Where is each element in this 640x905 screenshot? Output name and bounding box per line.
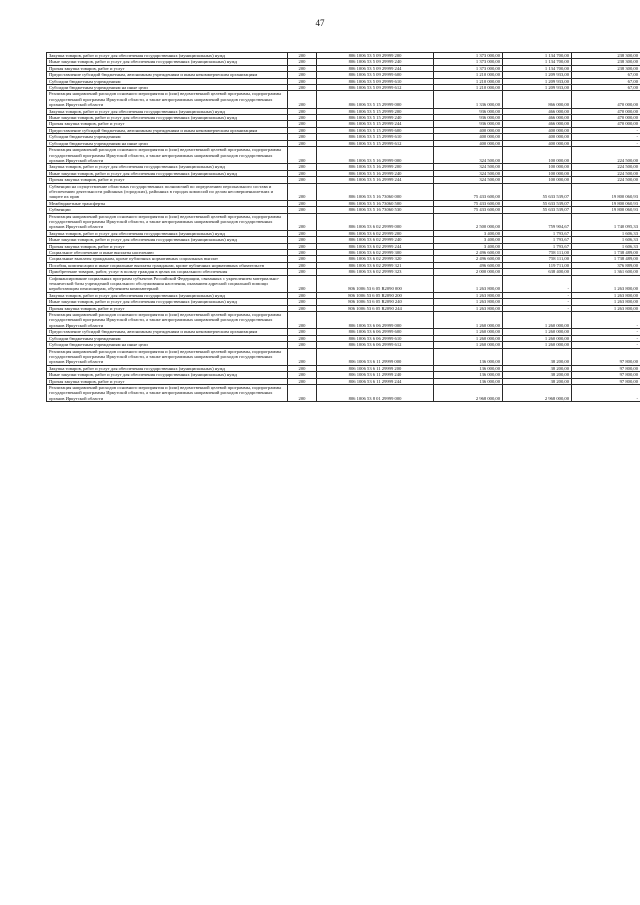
row-unexecuted-amount-cell: - [572, 335, 640, 341]
row-unexecuted-amount-cell: 1 740 095,33 [572, 213, 640, 230]
row-executed-amount-cell: 400 000,00 [503, 127, 572, 133]
row-executed-amount-cell: 1 260 000,00 [503, 342, 572, 348]
row-name-cell: Прочая закупка товаров, работ и услуг [47, 243, 288, 249]
row-line-code-cell: 200 [288, 65, 317, 71]
row-budget-classification-cell: 806 1006 53 6 05 R2090 240 [317, 299, 434, 305]
row-budget-classification-cell: 806 1006 53 6 11 29999 200 [317, 365, 434, 371]
budget-execution-table [46, 52, 640, 402]
row-executed-amount-cell: 38 200,00 [503, 348, 572, 365]
row-name-cell: Социальное обеспечение и иные выплаты населению [47, 250, 288, 256]
row-approved-amount-cell: 2 000 000,00 [434, 269, 503, 275]
row-line-code-cell: 200 [288, 115, 317, 121]
row-executed-amount-cell: 759 904,67 [503, 213, 572, 230]
row-unexecuted-amount-cell: 1 606,33 [572, 237, 640, 243]
row-budget-classification-cell: 806 1006 53 6 11 29999 244 [317, 378, 434, 384]
row-approved-amount-cell: 1 260 000,00 [434, 312, 503, 329]
row-unexecuted-amount-cell: 1 606,33 [572, 230, 640, 236]
row-name-cell: Субсидии бюджетным учреждениям [47, 335, 288, 341]
row-budget-classification-cell: 806 1006 53 6 02 29999 240 [317, 237, 434, 243]
row-unexecuted-amount-cell: 224 500,00 [572, 147, 640, 164]
row-name-cell: Предоставление субсидий бюджетным, автономным учреждениям и иным некоммерческим организациям [47, 329, 288, 335]
row-line-code-cell: 200 [288, 213, 317, 230]
row-approved-amount-cell: 1 260 000,00 [434, 335, 503, 341]
row-name-cell: Пособия, компенсации и иные социальные выплаты гражданам, кроме публичных нормативных обязательств [47, 262, 288, 268]
row-budget-classification-cell: 806 1006 53 5 15 29999 000 [317, 91, 434, 108]
row-budget-classification-cell: 806 1006 53 5 09 29999 244 [317, 65, 434, 71]
row-executed-amount-cell: 1 209 933,00 [503, 85, 572, 91]
row-executed-amount-cell: 758 111,00 [503, 256, 572, 262]
row-budget-classification-cell: 806 1006 53 6 06 29999 612 [317, 342, 434, 348]
row-approved-amount-cell: 1 263 800,00 [434, 275, 503, 292]
row-line-code-cell: 200 [288, 183, 317, 200]
row-unexecuted-amount-cell: - [572, 140, 640, 146]
row-name-cell: Закупка товаров, работ и услуг для обеспечения государственных (муниципальных) нужд [47, 164, 288, 170]
row-executed-amount-cell: 119 711,00 [503, 262, 572, 268]
row-approved-amount-cell: 1 373 000,00 [434, 65, 503, 71]
row-name-cell: Субсидии бюджетным учреждениям на иные цели [47, 342, 288, 348]
row-executed-amount-cell: 38 200,00 [503, 372, 572, 378]
row-budget-classification-cell: 806 1006 53 5 09 29999 200 [317, 53, 434, 59]
row-line-code-cell: 200 [288, 275, 317, 292]
row-budget-classification-cell: 806 1006 53 6 05 R2090 244 [317, 305, 434, 311]
row-unexecuted-amount-cell: 1 263 800,00 [572, 305, 640, 311]
row-executed-amount-cell: 38 200,00 [503, 365, 572, 371]
row-line-code-cell: 200 [288, 312, 317, 329]
row-executed-amount-cell: 100 000,00 [503, 177, 572, 183]
row-budget-classification-cell: 806 1006 53 5 16 29999 000 [317, 147, 434, 164]
row-line-code-cell: 200 [288, 384, 317, 401]
row-name-cell: Иные закупки товаров, работ и услуг для обеспечения государственных (муниципальных) нужд [47, 59, 288, 65]
table-row [47, 312, 640, 329]
row-name-cell: Закупка товаров, работ и услуг для обеспечения государственных (муниципальных) нужд [47, 108, 288, 114]
row-name-cell: Прочая закупка товаров, работ и услуг [47, 378, 288, 384]
row-unexecuted-amount-cell: 19 800 060,93 [572, 207, 640, 213]
row-line-code-cell: 200 [288, 292, 317, 298]
row-executed-amount-cell: 400 000,00 [503, 140, 572, 146]
row-budget-classification-cell: 806 1006 53 5 15 29999 610 [317, 134, 434, 140]
table-row [47, 275, 640, 292]
row-approved-amount-cell: 1 260 000,00 [434, 342, 503, 348]
row-name-cell: Прочая закупка товаров, работ и услуг [47, 305, 288, 311]
row-executed-amount-cell: 466 000,00 [503, 108, 572, 114]
row-unexecuted-amount-cell: 470 000,00 [572, 91, 640, 108]
row-unexecuted-amount-cell: 224 500,00 [572, 177, 640, 183]
row-approved-amount-cell: 75 433 600,00 [434, 207, 503, 213]
row-budget-classification-cell: 806 1006 53 6 02 29999 244 [317, 243, 434, 249]
row-name-cell: Закупка товаров, работ и услуг для обеспечения государственных (муниципальных) нужд [47, 53, 288, 59]
row-line-code-cell: 200 [288, 329, 317, 335]
row-budget-classification-cell: 806 1006 53 5 09 29999 610 [317, 78, 434, 84]
row-unexecuted-amount-cell: 238 300,00 [572, 65, 640, 71]
row-name-cell: Прочая закупка товаров, работ и услуг [47, 177, 288, 183]
row-budget-classification-cell: 806 1006 53 5 16 73060 000 [317, 183, 434, 200]
row-approved-amount-cell: 324 500,00 [434, 164, 503, 170]
row-budget-classification-cell: 806 1006 53 6 05 R2090 200 [317, 292, 434, 298]
row-name-cell: Иные закупки товаров, работ и услуг для обеспечения государственных (муниципальных) нужд [47, 372, 288, 378]
row-line-code-cell: 200 [288, 262, 317, 268]
row-name-cell: Межбюджетные трансферты [47, 200, 288, 206]
row-approved-amount-cell: 2 968 000,00 [434, 384, 503, 401]
row-name-cell: Субсидии бюджетным учреждениям [47, 78, 288, 84]
row-line-code-cell: 200 [288, 177, 317, 183]
row-budget-classification-cell: 806 1006 53 5 15 29999 600 [317, 127, 434, 133]
row-executed-amount-cell: 466 000,00 [503, 121, 572, 127]
row-approved-amount-cell: 400 000,00 [434, 134, 503, 140]
row-approved-amount-cell: 1 210 000,00 [434, 78, 503, 84]
row-executed-amount-cell: 1 134 700,00 [503, 59, 572, 65]
row-approved-amount-cell: 936 000,00 [434, 121, 503, 127]
row-approved-amount-cell: 324 500,00 [434, 147, 503, 164]
row-executed-amount-cell: 55 633 539,07 [503, 207, 572, 213]
row-executed-amount-cell: 2 968 000,00 [503, 384, 572, 401]
row-executed-amount-cell: - [503, 292, 572, 298]
row-executed-amount-cell: 100 000,00 [503, 147, 572, 164]
row-name-cell: Субвенции [47, 207, 288, 213]
row-budget-classification-cell: 806 1006 53 5 16 73060 500 [317, 200, 434, 206]
row-unexecuted-amount-cell: - [572, 134, 640, 140]
row-budget-classification-cell: 806 1006 53 6 02 29999 323 [317, 269, 434, 275]
row-executed-amount-cell: 1 134 700,00 [503, 53, 572, 59]
row-approved-amount-cell: 136 000,00 [434, 365, 503, 371]
row-approved-amount-cell: 936 000,00 [434, 108, 503, 114]
row-budget-classification-cell: 806 1006 53 6 06 29999 600 [317, 329, 434, 335]
row-name-cell: Реализация направлений расходов основного мероприятия и (или) ведомственной целевой программы, подпрограммы государственной программы Иркутской области, а также непрограммных направлений расходов государственных органов Иркутской области [47, 213, 288, 230]
row-name-cell: Реализация направлений расходов основного мероприятия и (или) ведомственной целевой программы, подпрограммы государственной программы Иркутской области, а также непрограммных направлений расходов государственных органов Иркутской области [47, 91, 288, 108]
row-executed-amount-cell: 866 000,00 [503, 91, 572, 108]
row-budget-classification-cell: 806 1006 53 6 06 29999 610 [317, 335, 434, 341]
row-unexecuted-amount-cell: - [572, 342, 640, 348]
row-line-code-cell: 200 [288, 237, 317, 243]
row-approved-amount-cell: 936 000,00 [434, 115, 503, 121]
row-unexecuted-amount-cell: - [572, 127, 640, 133]
row-name-cell: Субвенции на осуществление областных государственных полномочий по определению персонального состава и обеспечению деятельности районных (городских), районных в городах комиссий по делам несовершеннолетних и защите их прав [47, 183, 288, 200]
row-name-cell: Реализация направлений расходов основного мероприятия и (или) ведомственной целевой программы, подпрограммы государственной программы Иркутской области, а также непрограммных направлений расходов государственных органов Иркутской области [47, 312, 288, 329]
row-line-code-cell: 200 [288, 53, 317, 59]
row-line-code-cell: 200 [288, 200, 317, 206]
row-line-code-cell: 200 [288, 121, 317, 127]
row-approved-amount-cell: 400 000,00 [434, 127, 503, 133]
row-line-code-cell: 200 [288, 335, 317, 341]
row-unexecuted-amount-cell: 470 000,00 [572, 121, 640, 127]
row-line-code-cell: 200 [288, 250, 317, 256]
row-unexecuted-amount-cell: 470 000,00 [572, 108, 640, 114]
row-unexecuted-amount-cell: 19 800 060,93 [572, 183, 640, 200]
row-approved-amount-cell: 2 496 600,00 [434, 256, 503, 262]
row-approved-amount-cell: 1 263 800,00 [434, 305, 503, 311]
row-name-cell: Иные закупки товаров, работ и услуг для обеспечения государственных (муниципальных) нужд [47, 170, 288, 176]
row-unexecuted-amount-cell: 238 300,00 [572, 53, 640, 59]
row-executed-amount-cell: 55 633 539,07 [503, 183, 572, 200]
row-budget-classification-cell: 806 1006 53 5 15 29999 244 [317, 121, 434, 127]
row-name-cell: Субсидии бюджетным учреждениям на иные цели [47, 140, 288, 146]
row-unexecuted-amount-cell: 1 263 800,00 [572, 292, 640, 298]
table-row [47, 183, 640, 200]
table-row [47, 91, 640, 108]
row-executed-amount-cell: 1 260 000,00 [503, 329, 572, 335]
row-budget-classification-cell: 806 1006 53 6 02 29999 200 [317, 230, 434, 236]
row-name-cell: Реализация направлений расходов основного мероприятия и (или) ведомственной целевой программы, подпрограммы государственной программы Иркутской области, а также непрограммных направлений расходов государственных органов Иркутской области [47, 147, 288, 164]
row-executed-amount-cell: 55 633 539,07 [503, 200, 572, 206]
row-executed-amount-cell: 466 000,00 [503, 115, 572, 121]
row-budget-classification-cell: 806 1006 53 6 11 29999 240 [317, 372, 434, 378]
row-executed-amount-cell: 1 260 000,00 [503, 312, 572, 329]
row-approved-amount-cell: 400 000,00 [434, 140, 503, 146]
row-approved-amount-cell: 1 210 000,00 [434, 72, 503, 78]
row-unexecuted-amount-cell: 1 738 489,00 [572, 256, 640, 262]
row-budget-classification-cell: 806 1006 53 6 02 29999 321 [317, 262, 434, 268]
row-budget-classification-cell: 806 1006 53 6 05 R2090 000 [317, 275, 434, 292]
row-line-code-cell: 200 [288, 269, 317, 275]
row-unexecuted-amount-cell: 376 889,00 [572, 262, 640, 268]
row-unexecuted-amount-cell: 1 263 800,00 [572, 275, 640, 292]
row-name-cell: Приобретение товаров, работ, услуг в пользу граждан в целях их социального обеспечения [47, 269, 288, 275]
row-executed-amount-cell: 100 000,00 [503, 170, 572, 176]
row-unexecuted-amount-cell: 19 800 060,93 [572, 200, 640, 206]
row-name-cell: Закупка товаров, работ и услуг для обеспечения государственных (муниципальных) нужд [47, 292, 288, 298]
row-executed-amount-cell: 38 200,00 [503, 378, 572, 384]
row-budget-classification-cell: 806 1006 53 8 01 29999 000 [317, 384, 434, 401]
row-approved-amount-cell: 75 433 600,00 [434, 183, 503, 200]
row-name-cell: Реализация направлений расходов основного мероприятия и (или) ведомственной целевой программы, подпрограммы государственной программы Иркутской области, а также непрограммных направлений расходов государственных органов Иркутской области [47, 384, 288, 401]
row-unexecuted-amount-cell: 97 800,00 [572, 378, 640, 384]
row-line-code-cell: 200 [288, 108, 317, 114]
row-name-cell: Субсидии бюджетным учреждениям [47, 134, 288, 140]
row-approved-amount-cell: 324 500,00 [434, 170, 503, 176]
row-executed-amount-cell: 1 209 933,00 [503, 72, 572, 78]
row-line-code-cell: 200 [288, 78, 317, 84]
row-line-code-cell: 200 [288, 348, 317, 365]
row-line-code-cell: 200 [288, 140, 317, 146]
row-approved-amount-cell: 1 210 000,00 [434, 85, 503, 91]
row-unexecuted-amount-cell: 1 263 800,00 [572, 299, 640, 305]
row-approved-amount-cell: 1 373 000,00 [434, 59, 503, 65]
row-budget-classification-cell: 806 1006 53 5 09 29999 240 [317, 59, 434, 65]
row-approved-amount-cell: 1 263 800,00 [434, 299, 503, 305]
row-line-code-cell: 200 [288, 164, 317, 170]
row-unexecuted-amount-cell: 67,00 [572, 78, 640, 84]
row-name-cell: Прочая закупка товаров, работ и услуг [47, 121, 288, 127]
row-name-cell: Предоставление субсидий бюджетным, автономным учреждениям и иным некоммерческим организациям [47, 127, 288, 133]
row-approved-amount-cell: 1 336 000,00 [434, 91, 503, 108]
row-executed-amount-cell: 1 793,67 [503, 230, 572, 236]
row-unexecuted-amount-cell: 470 000,00 [572, 115, 640, 121]
row-line-code-cell: 200 [288, 72, 317, 78]
row-name-cell: Иные закупки товаров, работ и услуг для обеспечения государственных (муниципальных) нужд [47, 115, 288, 121]
row-approved-amount-cell: 2 500 000,00 [434, 213, 503, 230]
row-name-cell: Субсидии бюджетным учреждениям на иные цели [47, 85, 288, 91]
row-executed-amount-cell: - [503, 275, 572, 292]
row-executed-amount-cell: 758 111,00 [503, 250, 572, 256]
row-approved-amount-cell: 3 400,00 [434, 237, 503, 243]
row-executed-amount-cell: 1 134 700,00 [503, 65, 572, 71]
row-approved-amount-cell: 496 600,00 [434, 262, 503, 268]
row-line-code-cell: 200 [288, 59, 317, 65]
row-line-code-cell: 200 [288, 91, 317, 108]
row-line-code-cell: 200 [288, 256, 317, 262]
row-approved-amount-cell: 1 263 800,00 [434, 292, 503, 298]
row-approved-amount-cell: 2 496 600,00 [434, 250, 503, 256]
row-unexecuted-amount-cell: - [572, 384, 640, 401]
row-executed-amount-cell: 400 000,00 [503, 134, 572, 140]
row-line-code-cell: 200 [288, 342, 317, 348]
row-unexecuted-amount-cell: 97 800,00 [572, 348, 640, 365]
row-line-code-cell: 200 [288, 134, 317, 140]
row-unexecuted-amount-cell: 1 738 489,00 [572, 250, 640, 256]
row-name-cell: Иные закупки товаров, работ и услуг для обеспечения государственных (муниципальных) нужд [47, 299, 288, 305]
row-unexecuted-amount-cell: 1 606,33 [572, 243, 640, 249]
row-line-code-cell: 200 [288, 127, 317, 133]
row-budget-classification-cell: 806 1006 53 6 02 29999 000 [317, 213, 434, 230]
row-budget-classification-cell: 806 1006 53 6 11 29999 000 [317, 348, 434, 365]
table-row [47, 213, 640, 230]
row-approved-amount-cell: 136 000,00 [434, 348, 503, 365]
row-line-code-cell: 200 [288, 305, 317, 311]
row-budget-classification-cell: 806 1006 53 5 16 29999 200 [317, 164, 434, 170]
row-executed-amount-cell: 1 793,67 [503, 243, 572, 249]
row-line-code-cell: 200 [288, 299, 317, 305]
row-approved-amount-cell: 324 500,00 [434, 177, 503, 183]
row-executed-amount-cell: 100 000,00 [503, 164, 572, 170]
row-name-cell: Прочая закупка товаров, работ и услуг [47, 65, 288, 71]
row-budget-classification-cell: 806 1006 53 5 16 29999 244 [317, 177, 434, 183]
row-budget-classification-cell: 806 1006 53 5 15 29999 612 [317, 140, 434, 146]
row-name-cell: Предоставление субсидий бюджетным, автономным учреждениям и иным некоммерческим организациям [47, 72, 288, 78]
row-budget-classification-cell: 806 1006 53 5 15 29999 240 [317, 115, 434, 121]
row-unexecuted-amount-cell: 67,00 [572, 85, 640, 91]
table-row [47, 147, 640, 164]
row-unexecuted-amount-cell: 224 500,00 [572, 170, 640, 176]
row-budget-classification-cell: 806 1006 53 5 09 29999 612 [317, 85, 434, 91]
row-approved-amount-cell: 75 433 600,00 [434, 200, 503, 206]
row-approved-amount-cell: 1 373 000,00 [434, 53, 503, 59]
table-row [47, 384, 640, 401]
row-budget-classification-cell: 806 1006 53 5 09 29999 600 [317, 72, 434, 78]
row-approved-amount-cell: 3 400,00 [434, 230, 503, 236]
row-unexecuted-amount-cell: 67,00 [572, 72, 640, 78]
row-name-cell: Иные закупки товаров, работ и услуг для обеспечения государственных (муниципальных) нужд [47, 237, 288, 243]
row-name-cell: Реализация направлений расходов основного мероприятия и (или) ведомственной целевой программы, подпрограммы государственной программы Иркутской области, а также непрограммных направлений расходов государственных органов Иркутской области [47, 348, 288, 365]
row-unexecuted-amount-cell: 97 800,00 [572, 365, 640, 371]
row-line-code-cell: 200 [288, 147, 317, 164]
row-line-code-cell: 200 [288, 85, 317, 91]
row-budget-classification-cell: 806 1006 53 5 15 29999 200 [317, 108, 434, 114]
row-unexecuted-amount-cell: 238 300,00 [572, 59, 640, 65]
row-approved-amount-cell: 3 400,00 [434, 243, 503, 249]
table-body [47, 53, 640, 402]
row-executed-amount-cell: 1 793,67 [503, 237, 572, 243]
row-unexecuted-amount-cell: 224 500,00 [572, 164, 640, 170]
row-approved-amount-cell: 136 000,00 [434, 372, 503, 378]
row-executed-amount-cell: - [503, 305, 572, 311]
row-unexecuted-amount-cell: 97 800,00 [572, 372, 640, 378]
row-approved-amount-cell: 136 000,00 [434, 378, 503, 384]
row-executed-amount-cell: 1 209 933,00 [503, 78, 572, 84]
row-budget-classification-cell: 806 1006 53 6 02 29999 300 [317, 250, 434, 256]
row-budget-classification-cell: 806 1006 53 6 02 29999 320 [317, 256, 434, 262]
row-unexecuted-amount-cell: - [572, 329, 640, 335]
row-name-cell: Социальные выплаты гражданам, кроме публичных нормативных социальных выплат [47, 256, 288, 262]
row-name-cell: Закупка товаров, работ и услуг для обеспечения государственных (муниципальных) нужд [47, 365, 288, 371]
row-line-code-cell: 200 [288, 243, 317, 249]
row-executed-amount-cell: - [503, 299, 572, 305]
row-name-cell: Закупка товаров, работ и услуг для обеспечения государственных (муниципальных) нужд [47, 230, 288, 236]
row-executed-amount-cell: 638 400,00 [503, 269, 572, 275]
row-line-code-cell: 200 [288, 365, 317, 371]
row-line-code-cell: 200 [288, 230, 317, 236]
row-name-cell: Софинансирование социальных программ субъектов Российской Федерации, связанных с укреплением материально-технической базы учреждений социального обслуживания населения, оказанием адресной социальной помощи неработающим пенсионерам, обучением компьютерной [47, 275, 288, 292]
row-executed-amount-cell: 1 260 000,00 [503, 335, 572, 341]
row-line-code-cell: 200 [288, 170, 317, 176]
row-unexecuted-amount-cell: 1 361 600,00 [572, 269, 640, 275]
row-line-code-cell: 200 [288, 207, 317, 213]
page-number: 47 [315, 18, 325, 28]
row-approved-amount-cell: 1 260 000,00 [434, 329, 503, 335]
row-budget-classification-cell: 806 1006 53 6 06 29999 000 [317, 312, 434, 329]
row-budget-classification-cell: 806 1006 53 5 16 73060 530 [317, 207, 434, 213]
row-line-code-cell: 200 [288, 372, 317, 378]
row-unexecuted-amount-cell: - [572, 312, 640, 329]
row-line-code-cell: 200 [288, 378, 317, 384]
table-row [47, 348, 640, 365]
row-budget-classification-cell: 806 1006 53 5 16 29999 240 [317, 170, 434, 176]
